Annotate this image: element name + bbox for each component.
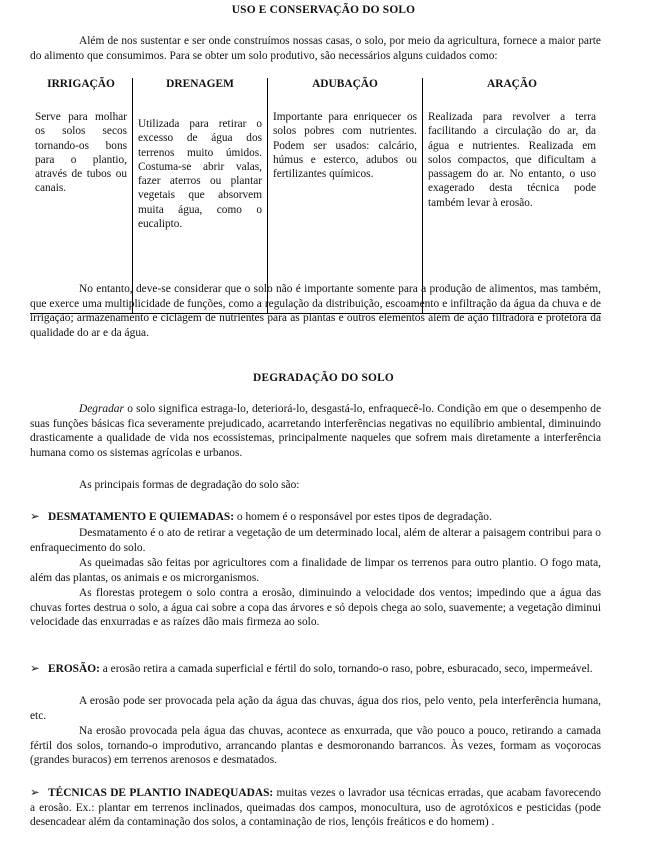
arrow-bullet-icon: ➢: [30, 511, 40, 523]
tecnicas-lead-text: muitas vezes o lavrador usa técnicas erradas, que acabam favorecendo a erosão. Ex.: plantar em terrenos inclinados, queimadas dos campos, monocultura, uso de agrotóxicos e pesticidas (pode desencadear além da contaminação dos solos, a contaminação de rios, lençóis freáticos e do homem) .: [30, 787, 601, 829]
after-table-paragraph: No entanto, deve-se considerar que o solo não é importante somente para a produção de alimentos, mas também, que exerce uma multiplicidade de funções, como a regulação da distribuição, escoamento e infiltração da água da chuva e de irrigação; armazenamento e ciclagem de nutrientes para as plantas e outros elementos além de ação filtradora e protetora da qualidade do ar e da água.: [30, 283, 601, 339]
desmatamento-p1: Desmatamento é o ato de retirar a vegetação de um determinado local, além de alterar a paisagem contribui para o enfraquecimento do solo.: [30, 527, 601, 554]
tecnicas-heading: TÉCNICAS DE PLANTIO INADEQUADAS:: [48, 787, 274, 799]
erosao-lead-text: a erosão retira a camada superficial e fértil do solo, tornando-o raso, pobre, esburacado, seco, impermeável.: [99, 663, 593, 675]
erosao-heading: EROSÃO:: [48, 663, 100, 675]
erosao-p1: A erosão pode ser provocada pela ação da água das chuvas, água dos rios, pelo vento, pela interferência humana, etc.: [30, 695, 601, 722]
section-title-degradacao: DEGRADAÇÃO DO SOLO: [253, 372, 394, 384]
degradar-paragraph: [30, 402, 601, 460]
desmatamento-lead: [30, 510, 601, 525]
cell-aracao: Realizada para revolver a terra facilitando a circulação do ar, da água e nutrientes. Realizada em solos compactos, que dificultam a passagem do ar. No entanto, o uso exagerado desta técnica pode também levar à erosão.: [423, 96, 602, 314]
degradar-text: o solo significa estraga-lo, deteriorá-lo, desgastá-lo, enfraquecê-lo. Condição em que o desempenho de suas funções básicas fica severamente prejudicado, acarretando interferências negativas no equilíbrio ambiental, diminuindo drasticamente a qualidade de vida nos ecossistemas, principalmente naqueles que sofrem mais diretamente a interferência humana como os sistemas agrícolas e urbanos.: [30, 403, 601, 459]
cell-drenagem: Utilizada para retirar o excesso de água dos terrenos muito úmidos. Costuma-se abrir valas, fazer aterros ou plantar vegetais que absorvem muita água, como o eucalipto.: [133, 96, 268, 314]
arrow-bullet-icon: ➢: [30, 787, 40, 799]
erosao-lead: [30, 662, 601, 677]
arrow-bullet-icon: ➢: [30, 663, 40, 675]
desmatamento-lead-text: o homem é o responsável por estes tipos de degradação.: [234, 511, 492, 523]
desmatamento-heading: DESMATAMENTO E QUIEMADAS:: [48, 511, 235, 523]
header-aracao: ARAÇÃO: [423, 78, 602, 96]
soil-care-table: [30, 78, 601, 314]
cell-irrigacao: Serve para molhar os solos secos tornando-os bons para o plantio, através de tubos ou canais.: [30, 96, 133, 314]
header-adubacao: ADUBAÇÃO: [268, 78, 423, 96]
intro-paragraph: Além de nos sustentar e ser onde construímos nossas casas, o solo, por meio da agricultura, fornece a maior parte do alimento que consumimos. Para se obter um solo produtivo, são necessários alguns cuidados como:: [30, 35, 601, 62]
degradar-word: Degradar: [79, 403, 124, 415]
desmatamento-p3: As florestas protegem o solo contra a erosão, diminuindo a velocidade dos ventos; impedindo que a água das chuvas fortes destrua o solo, a água cai sobre a copa das árvores e só depois chega ao solo, suavemente; a vegetação diminui velocidade das enxurradas e as raízes dão mais firmeza ao solo.: [30, 587, 601, 629]
forms-intro: As principais formas de degradação do solo são:: [79, 479, 300, 491]
tecnicas-lead: [30, 786, 601, 830]
erosao-p2: Na erosão provocada pela água das chuvas, acontece as enxurrada, que vão pouco a pouco, retirando a camada fértil dos solos, tornando-o improdutivo, arrancando plantas e desmoronando barrancos. Às vezes, formam as voçorocas (grandes buracos) em terrenos arenosos e desmatados.: [30, 725, 601, 767]
cell-adubacao: Importante para enriquecer os solos pobres com nutrientes. Podem ser usados: calcário, húmus e esterco, adubos ou fertilizantes químicos.: [268, 96, 423, 314]
page-title: USO E CONSERVAÇÃO DO SOLO: [231, 4, 416, 16]
header-irrigacao: IRRIGAÇÃO: [47, 78, 115, 90]
desmatamento-p2: As queimadas são feitas por agricultores com a finalidade de limpar os terrenos para outro plantio. O fogo mata, além das plantas, os animais e os microrganismos.: [30, 557, 601, 584]
header-drenagem: DRENAGEM: [133, 78, 268, 96]
